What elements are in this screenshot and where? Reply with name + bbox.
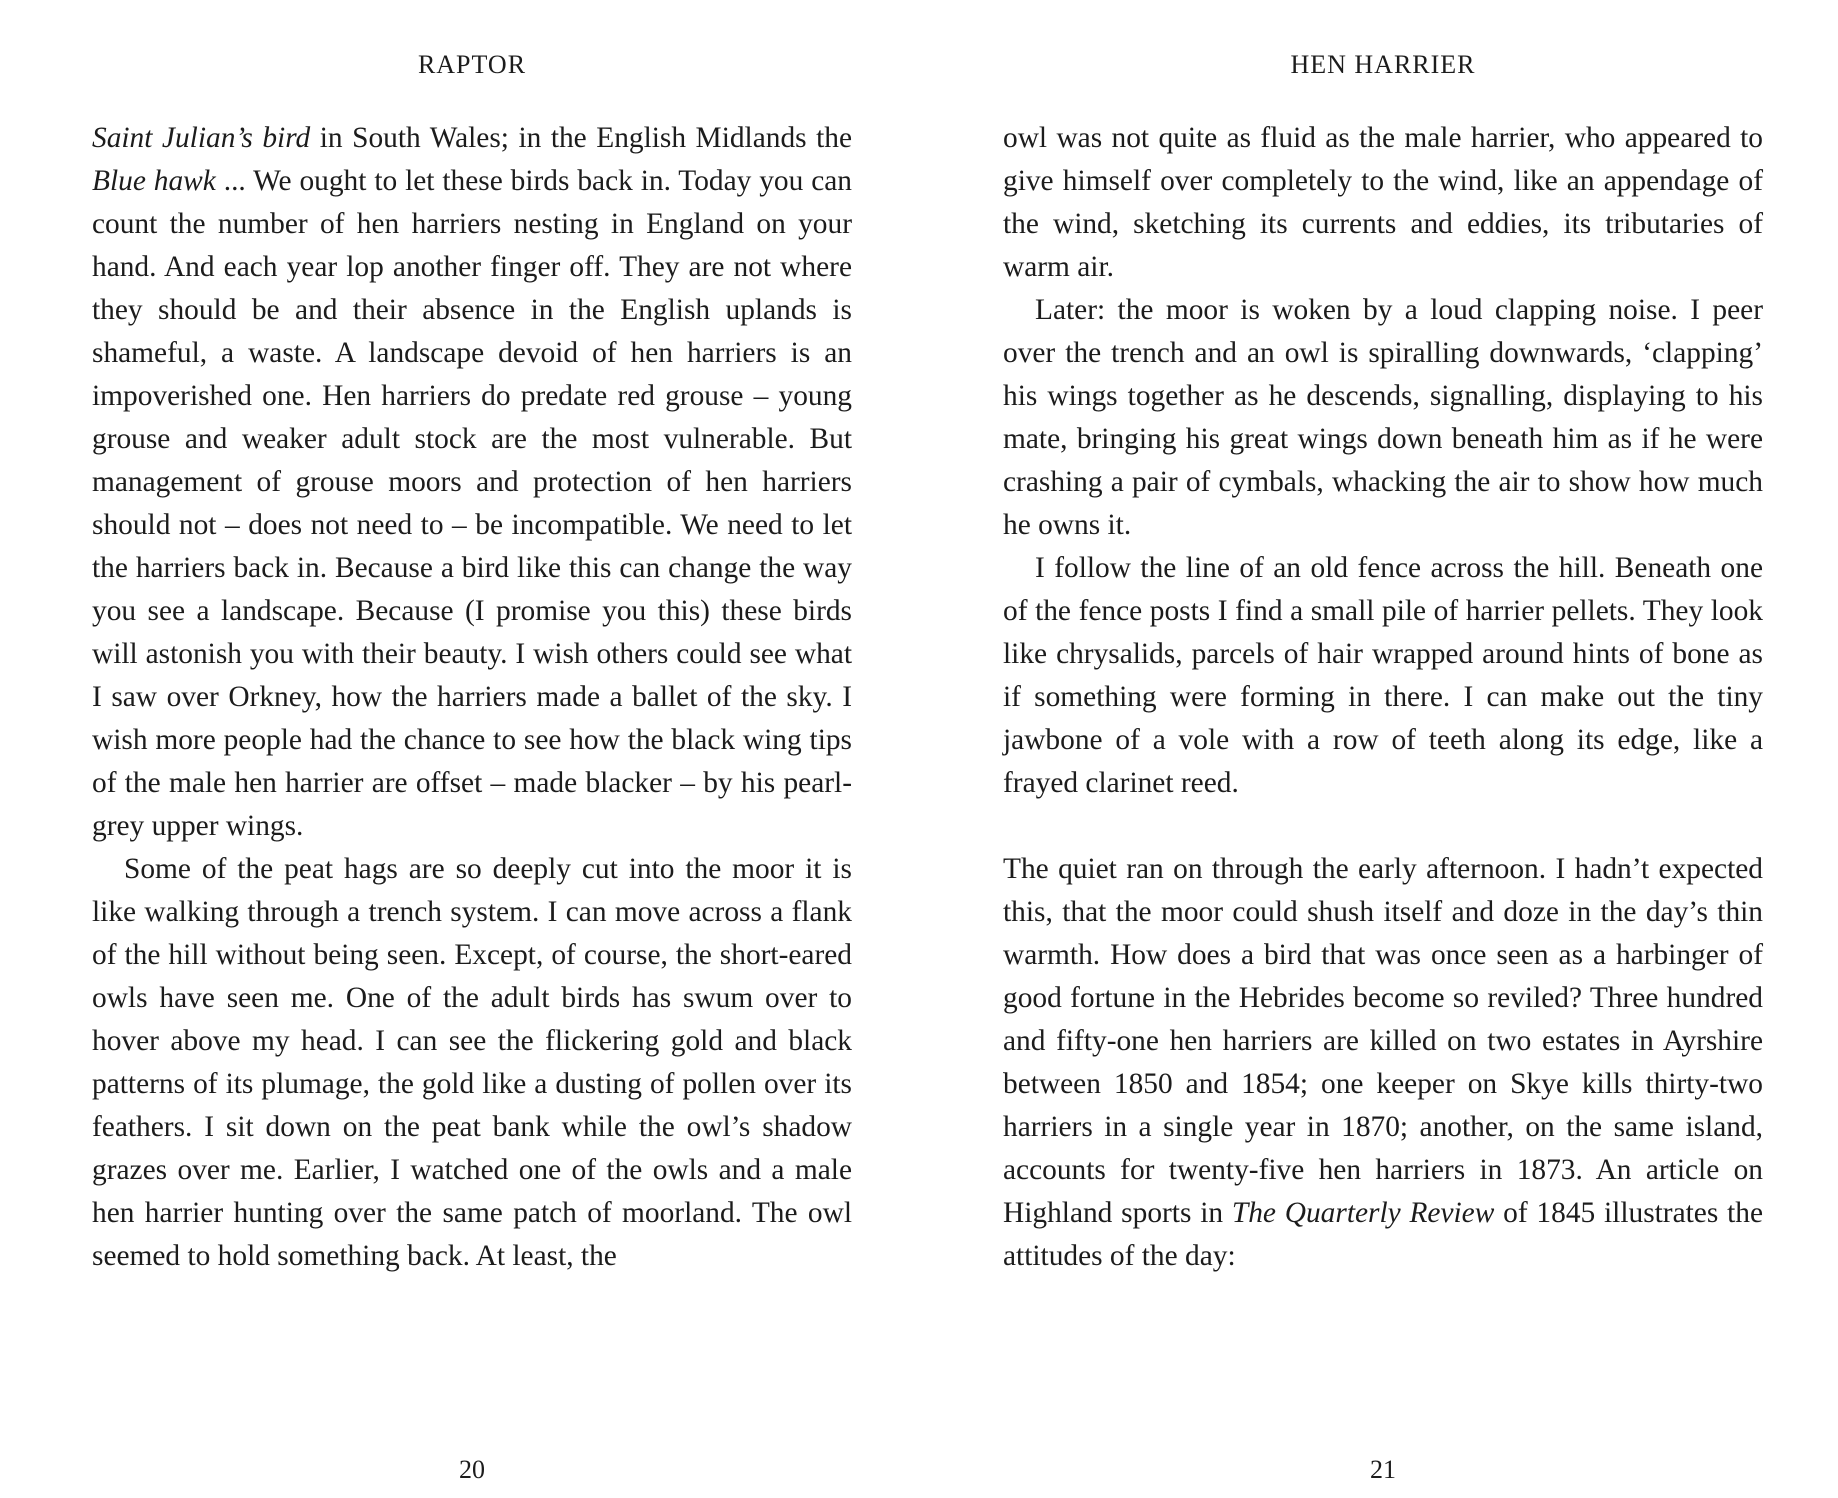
- text-run: in South Wales; in the English Midlands the: [310, 122, 853, 154]
- page-number-right: 21: [1370, 1455, 1396, 1484]
- italic-phrase: Saint Julian’s bird: [92, 122, 311, 154]
- running-head-right: HEN HARRIER: [1290, 50, 1476, 79]
- page-number-left: 20: [459, 1455, 485, 1484]
- text-run: ... We ought to let these birds back in. Today you can count the number of hen harriers nesting in England on your hand. And each year lop another finger off. They are not where they should be and their absence in the English uplands is shameful, a waste. A landscape devoid of hen harriers is an impoverished one. Hen harriers do predate red grouse – young grouse and weaker adult stock are the most vulnerable. But management of grouse moors and protection of hen harriers should not – does not need to – be incompatible. We need to let the harriers back in. Because a bird like this can change the way you see a landscape. Because (I promise you this) these birds will astonish you with their beauty. I wish others could see what I saw over Orkney, how the harriers made a ballet of the sky. I wish more people had the chance to see how the black wing tips of the male hen harrier are offset – made blacker – by his pearl-grey upper wings.: [92, 165, 853, 842]
- paragraph: [92, 117, 852, 848]
- running-head-left: RAPTOR: [417, 50, 527, 79]
- paragraph: owl was not quite as fluid as the male harrier, who appeared to give himself over completely to the wind, like an appendage of the wind, sketching its currents and eddies, its tributaries of warm air.: [1003, 122, 1763, 283]
- paragraph: Some of the peat hags are so deeply cut into the moor it is like walking through a trench system. I can move across a flank of the hill without being seen. Except, of course, the short-eared owls have seen me. One of the adult birds has swum over to hover above my head. I can see the flickering gold and black patterns of its plumage, the gold like a dusting of pollen over its feathers. I sit down on the peat bank while the owl’s shadow grazes over me. Earlier, I watched one of the owls and a male hen harrier hunting over the same patch of moorland. The owl seemed to hold something back. At least, the: [92, 853, 852, 1272]
- paragraph: [1003, 848, 1763, 1278]
- text-run: The quiet ran on through the early afternoon. I hadn’t expected this, that the moor could shush itself and doze in the day’s thin warmth. How does a bird that was once seen as a harbinger of good fortune in the Hebrides become so reviled? Three hundred and fifty-one hen harriers are killed on two estates in Ayrshire between 1850 and 1854; one keeper on Skye kills thirty-two harriers in a single year in 1870; another, on the same island, accounts for twenty-five hen harriers in 1873. An article on Highland sports in: [1003, 853, 1763, 1229]
- paragraph: I follow the line of an old fence across the hill. Beneath one of the fence posts I find a small pile of harrier pellets. They look like chrysalids, parcels of hair wrapped around hints of bone as if something were forming in there. I can make out the tiny jawbone of a vole with a row of teeth along its edge, like a frayed clarinet reed.: [1003, 552, 1763, 799]
- left-page-body: [92, 117, 852, 1278]
- italic-phrase: The Quarterly Review: [1231, 1197, 1495, 1229]
- right-page: [1003, 0, 1763, 1498]
- right-page-body: [1003, 117, 1763, 1278]
- italic-phrase: Blue hawk: [92, 165, 216, 197]
- left-page: [92, 0, 852, 1498]
- paragraph: Later: the moor is woken by a loud clapping noise. I peer over the trench and an owl is spiralling downwards, ‘clapping’ his wings together as he descends, signalling, displaying to his mate, bringing his great wings down beneath him as if he were crashing a pair of cymbals, whacking the air to show how much he owns it.: [1003, 294, 1763, 541]
- text-run: of 1845 illustrates the attitudes of the day:: [1003, 1197, 1763, 1272]
